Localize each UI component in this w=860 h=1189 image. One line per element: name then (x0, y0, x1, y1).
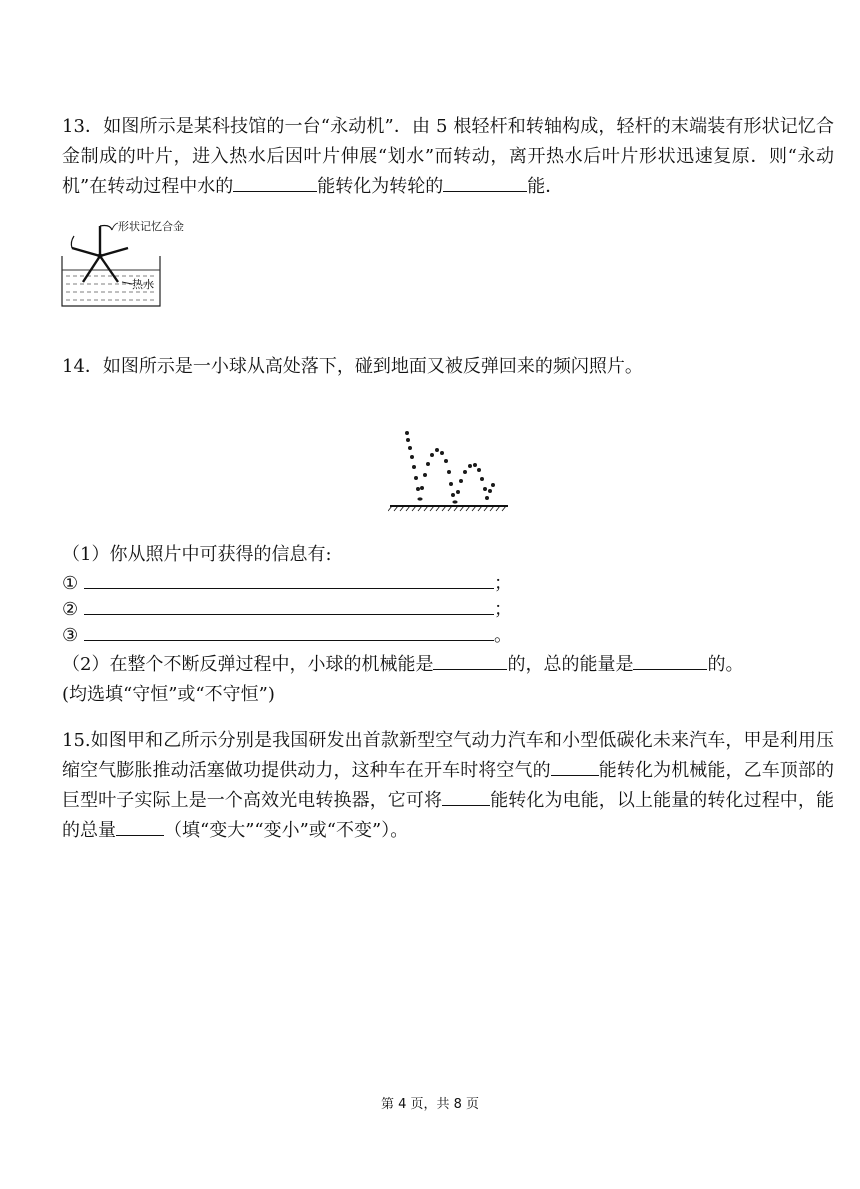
answer-line-2-blank[interactable] (84, 596, 494, 615)
question-14-note: (均选填“守恒”或“不守恒”) (62, 684, 275, 705)
question-14-part-2-text-2: 的，总的能量是 (507, 654, 634, 675)
answer-blank-14-mechanical[interactable] (433, 651, 507, 670)
question-15-text-1: 如图甲和乙所示分别是我国研发出首款新型空气动力汽车和小型低碳化未来汽车，甲是利用压缩空气膨胀推动活塞做功提供动力，这种车在开车时将空气的 (62, 730, 834, 781)
question-14-part-1-prompt: （1）你从照片中可获得的信息有: (62, 544, 332, 565)
question-15-number: 15. (62, 730, 91, 751)
question-13 (62, 112, 834, 202)
question-13-text-2: 能转化为转轮的 (317, 176, 444, 197)
answer-blank-14-total[interactable] (633, 651, 707, 670)
question-15-text-2: 能转化为机械能，乙车顶部的巨型叶子实际上是一个高效光电转换器，它可将 (62, 760, 835, 811)
question-14 (62, 352, 834, 382)
question-14-part-2-text-1: （2）在整个不断反弹过程中，小球的机械能是 (62, 654, 434, 675)
answer-line-1-number: ① (62, 573, 79, 594)
question-13-text-3: 能． (527, 176, 564, 197)
question-14-text: 如图所示是一小球从高处落下，碰到地面又被反弹回来的频闪照片。 (102, 356, 643, 377)
question-14-part-1 (62, 540, 834, 570)
answer-line-1-blank[interactable] (84, 570, 494, 589)
perpetual-motion-figure (58, 218, 208, 310)
answer-line-3-number: ③ (62, 625, 79, 646)
answer-blank-13-2[interactable] (443, 173, 527, 192)
question-15 (62, 726, 834, 846)
page-footer: 第 4 页，共 8 页 (380, 1097, 480, 1112)
answer-blank-15-2[interactable] (442, 787, 490, 806)
answer-line-1-end: ； (494, 573, 512, 594)
question-15-text-3: 能转化为电能，以上能量的转化过程中，能的总量 (62, 790, 835, 841)
answer-line-2-number: ② (62, 599, 79, 620)
label-shape-memory-alloy: 形状记忆合金 (118, 221, 184, 233)
question-13-text-1: 如图所示是某科技馆的一台“永动机”．由 5 根轻杆和转轴构成，轻杆的末端装有形状记忆合金制成的叶片，进入热水后因叶片伸展“划水”而转动，离开热水后叶片形状迅速复原．则“永动机”在转动过程中水的 (62, 116, 835, 197)
answer-blank-15-1[interactable] (551, 757, 599, 776)
label-hot-water: 热水 (132, 279, 154, 291)
answer-line-2-end: ； (494, 599, 512, 620)
answer-blank-13-1[interactable] (233, 173, 317, 192)
question-14-part-2-text-3: 的。 (707, 654, 744, 675)
question-15-text-4: （填“变大”“变小”或“不变”）。 (164, 820, 409, 841)
question-13-number: 13． (62, 116, 104, 137)
answer-line-2 (62, 596, 512, 623)
answer-line-3-end: 。 (494, 625, 512, 646)
answer-blank-15-3[interactable] (116, 817, 164, 836)
bouncing-ball-photo (388, 428, 510, 512)
answer-line-1 (62, 570, 512, 597)
question-14-part-2 (62, 650, 834, 710)
answer-line-3 (62, 622, 512, 649)
answer-line-3-blank[interactable] (84, 622, 494, 641)
question-14-number: 14． (62, 356, 103, 377)
